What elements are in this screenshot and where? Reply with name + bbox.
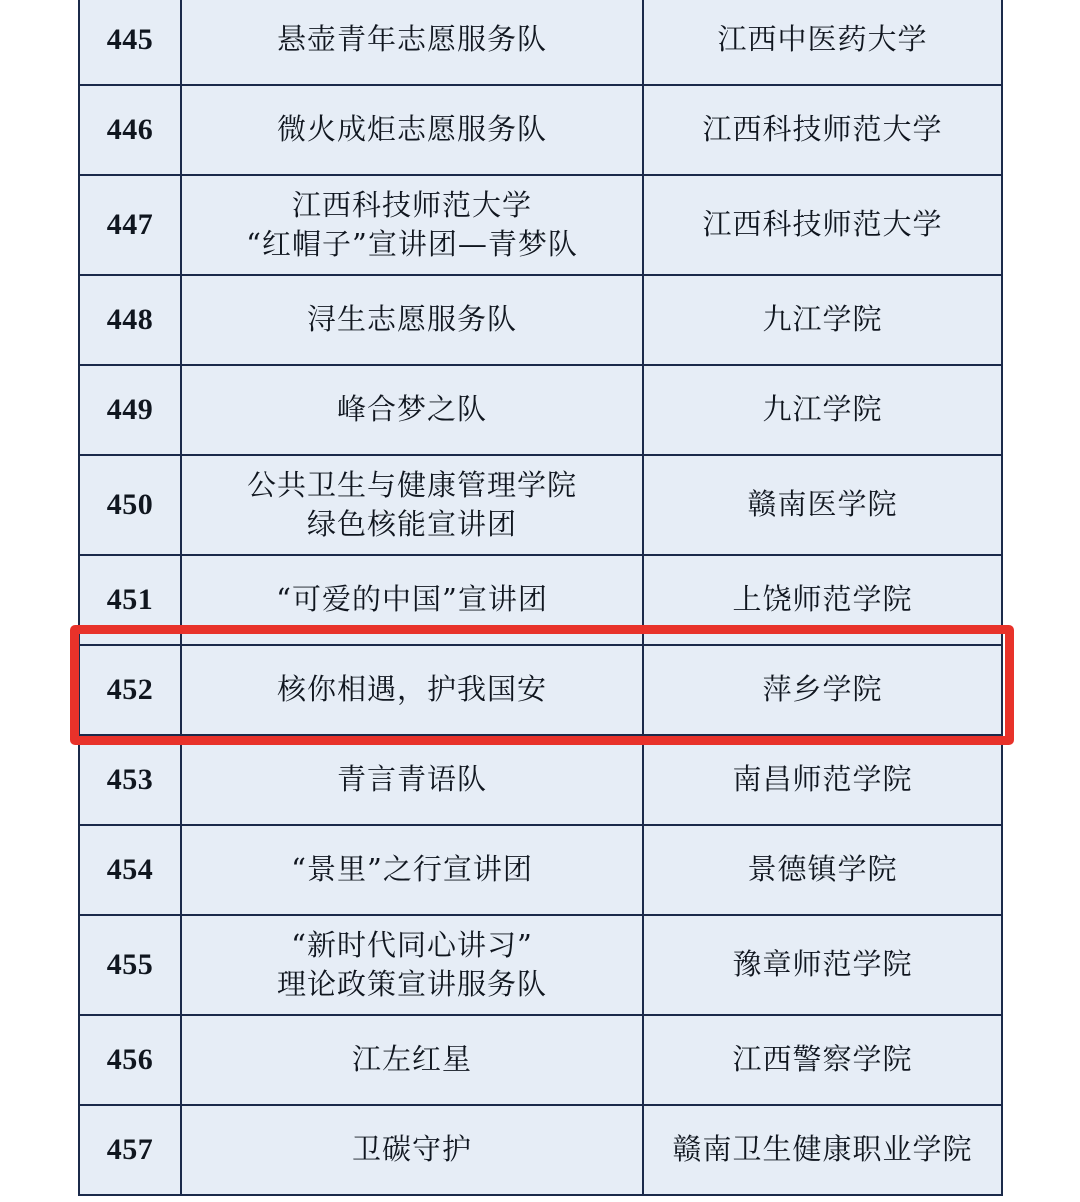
team-name xyxy=(181,825,643,915)
row-number: 455 xyxy=(79,915,181,1015)
team-org-line: 江西科技师范大学 xyxy=(702,112,943,147)
team-name-line: 青言青语队 xyxy=(336,762,487,797)
team-org xyxy=(643,915,1002,1015)
team-name-line: 微火成炬志愿服务队 xyxy=(276,112,547,147)
team-org xyxy=(643,175,1002,275)
team-name-line: 江西科技师范大学 xyxy=(291,187,532,222)
team-name-line: “红帽子”宣讲团—青梦队 xyxy=(246,227,578,261)
team-name xyxy=(181,275,643,365)
team-name xyxy=(181,915,643,1015)
team-name xyxy=(181,1015,643,1105)
team-org-line: 江西警察学院 xyxy=(732,1042,913,1077)
table-row xyxy=(79,365,1002,455)
team-name-line: “新时代同心讲习” xyxy=(291,927,533,962)
team-org-line: 上饶师范学院 xyxy=(732,582,913,617)
team-name xyxy=(181,85,643,175)
row-number: 450 xyxy=(79,455,181,555)
team-org-line: 景德镇学院 xyxy=(747,852,898,887)
team-name-line: 核你相遇，护我国安 xyxy=(276,672,547,707)
team-list-table xyxy=(78,0,1003,1196)
row-number: 448 xyxy=(79,275,181,365)
team-name-line: 绿色核能宣讲团 xyxy=(306,507,517,541)
row-number: 452 xyxy=(79,645,181,735)
team-org xyxy=(643,1015,1002,1105)
table-row xyxy=(79,825,1002,915)
team-name-line: 悬壶青年志愿服务队 xyxy=(276,22,547,57)
team-org xyxy=(643,555,1002,645)
row-number: 453 xyxy=(79,735,181,825)
table-row xyxy=(79,735,1002,825)
row-number: 447 xyxy=(79,175,181,275)
table-row xyxy=(79,915,1002,1015)
team-name-line: 公共卫生与健康管理学院 xyxy=(246,467,577,502)
team-org xyxy=(643,825,1002,915)
table-row xyxy=(79,175,1002,275)
row-number: 454 xyxy=(79,825,181,915)
team-org xyxy=(643,1105,1002,1195)
table-row xyxy=(79,1105,1002,1195)
row-number: 449 xyxy=(79,365,181,455)
team-name xyxy=(181,645,643,735)
team-name xyxy=(181,175,643,275)
team-name-line: 理论政策宣讲服务队 xyxy=(276,967,547,1001)
team-org xyxy=(643,85,1002,175)
table-row xyxy=(79,0,1002,85)
team-org xyxy=(643,645,1002,735)
team-org-line: 九江学院 xyxy=(762,392,883,427)
team-name-line: “景里”之行宣讲团 xyxy=(291,852,533,887)
table-row-highlighted xyxy=(79,645,1002,735)
team-list-table-wrap xyxy=(78,0,1003,1196)
team-name-line: 江左红星 xyxy=(351,1042,472,1077)
team-name xyxy=(181,555,643,645)
team-org-line: 南昌师范学院 xyxy=(732,762,913,797)
team-name-line: 浔生志愿服务队 xyxy=(306,302,517,337)
team-org-line: 豫章师范学院 xyxy=(732,947,913,982)
table-row xyxy=(79,1015,1002,1105)
team-org xyxy=(643,735,1002,825)
row-number: 457 xyxy=(79,1105,181,1195)
team-name xyxy=(181,735,643,825)
table-row xyxy=(79,275,1002,365)
team-name-line: 卫碳守护 xyxy=(351,1132,472,1167)
team-name xyxy=(181,0,643,85)
table-row xyxy=(79,455,1002,555)
team-org-line: 九江学院 xyxy=(762,302,883,337)
row-number: 451 xyxy=(79,555,181,645)
team-org-line: 赣南医学院 xyxy=(747,487,898,522)
team-org xyxy=(643,455,1002,555)
row-number: 445 xyxy=(79,0,181,85)
team-name xyxy=(181,1105,643,1195)
team-org-line: 萍乡学院 xyxy=(762,672,883,707)
table-row xyxy=(79,555,1002,645)
row-number: 446 xyxy=(79,85,181,175)
team-org xyxy=(643,365,1002,455)
team-org-line: 赣南卫生健康职业学院 xyxy=(672,1132,973,1167)
team-org-line: 江西中医药大学 xyxy=(717,22,928,57)
row-number: 456 xyxy=(79,1015,181,1105)
team-name xyxy=(181,365,643,455)
team-org xyxy=(643,0,1002,85)
team-name-line: 峰合梦之队 xyxy=(336,392,487,427)
table-row xyxy=(79,85,1002,175)
team-org-line: 江西科技师范大学 xyxy=(702,207,943,242)
team-name xyxy=(181,455,643,555)
team-org xyxy=(643,275,1002,365)
team-name-line: “可爱的中国”宣讲团 xyxy=(276,582,548,617)
